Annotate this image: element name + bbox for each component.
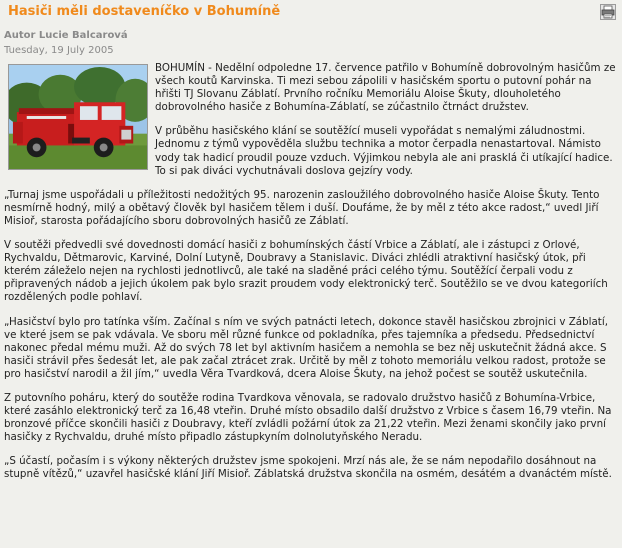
paragraph: V průběhu hasičského klání se soutěžící museli vypořádat s nemalými záludnostmi. Jednomu z týmů vypověděla službu technika a motor čerpadla nenastartoval. Námisto vody tak hadicí proudil pouze vzduch. Výjimkou nebyla ale ani prasklá či utíkající hadice. To si pak diváci vychutnávali doslova gejzíry vody. [155, 125, 613, 177]
fire-truck-photo [8, 64, 148, 170]
paragraph: „S účastí, počasím i s výkony některých družstev jsme spokojeni. Mrzí nás ale, že se nám nepodařilo dosáhnout na stupně vítězů,“ uzavřel hasičské klání Jiří Misioř. Záblatská družstva skončila na osmém, desátém a dvanáctém místě. [4, 455, 612, 481]
paragraph: BOHUMÍN - Nedělní odpoledne 17. července patřilo v Bohumíně dobrovolným hasičům ze všech koutů Karvinska. Ti mezi sebou zápolili v hasičském sportu o putovní pohár na hřišti TJ Slovanu Záblatí. Prvního ročníku Memoriálu Aloise Škuty, dlouholetého dobrovolného hasiče z Bohumína-Záblatí, se zúčastnilo čtrnáct družstev. [155, 62, 616, 114]
article-date: Tuesday, 19 July 2005 [4, 45, 114, 56]
article-body [4, 62, 618, 482]
article-author: Autor Lucie Balcarová [4, 30, 128, 41]
paragraph: Z putovního poháru, který do soutěže rodina Tvardkova věnovala, se radovalo družstvo hasičů z Bohumína-Vrbice, které zasáhlo elektronický terč za 16,48 vteřin. Druhé místo obsadilo další družstvo z Vrbice s časem 16,79 vteřin. Na bronzové příčce skončili hasiči z Doubravy, kteří zvládli požární útok za 21,22 vteřin. Mezi ženami skončily jako první hasičky z Rychvaldu, druhé místo připadlo zástupkyním dolnolutyňského Neradu. [4, 391, 612, 444]
paragraph: „Turnaj jsme uspořádali u příležitosti nedožitých 95. narozenin zasloužilého dobrovolného hasiče Aloise Škuty. Tento nesmírně hodný, milý a obětavý člověk byl hasičem tělem i duší. Doufáme, že by měl z této akce radost,“ uvedl Jiří Misioř, starosta pořádajícího sboru dobrovolných hasičů ze Záblatí. [4, 188, 600, 227]
paragraph: „Hasičství bylo pro tatínka vším. Začínal s ním ve svých patnácti letech, dokonce stavěl hasičskou zbrojnici v Záblatí, ve které jsem se pak vdávala. Ve sboru měl různé funkce od pokladníka, přes tajemníka a předsedu. Předsednictví nakonec předal mému muži. Až do svých 78 let byl aktivním hasičem a nemohla se bez něj uskutečnit žádná akce. S hasiči strávil přes šedesát let, ale pak začal ztrácet zrak. Určitě by měl z tohoto memoriálu velkou radost, protože se pro hasičství narodil a žil jím,“ uvedla Věra Tvardková, dcera Aloise Škuty, na jehož počest se soutěž uskutečnila. [4, 315, 608, 380]
article-title: Hasiči měli dostaveníčko v Bohumíně [8, 4, 281, 19]
print-icon[interactable] [600, 4, 616, 20]
article-header [4, 0, 618, 26]
paragraph: V soutěži předvedli své dovednosti domácí hasiči z bohumínských částí Vrbice a Záblatí, ale i zástupci z Orlové, Rychvaldu, Dětmarovic, Karviné, Dolní Lutyně, Doubravy a Stanislavic. Diváci zhlédli atraktivní hasičský útok, při kterém záleželo nejen na rychlosti jednotlivců, ale také na sladěné práci celého týmu. Soutěžící čerpali vodu z připravených nádob a jejich úkolem pak bylo srazit proudem vody elektronický terč. Soutěžilo se ve dvou kategoriích rozdělených podle pohlaví. [4, 239, 608, 304]
